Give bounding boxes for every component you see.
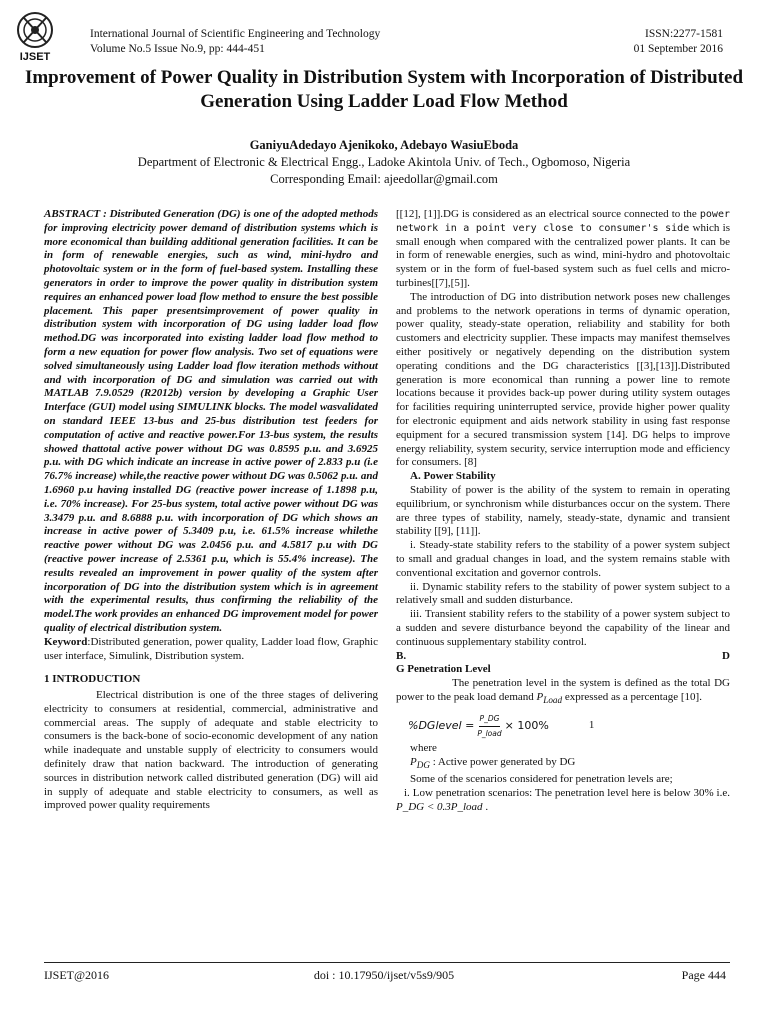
- formula-fraction: [477, 712, 501, 741]
- journal-header: [90, 27, 380, 57]
- intro-paragraph: Electrical distribution is one of the three stages of delivering electricity to consumers at residential, commercial, administrative and commercial areas. The supply of adequate and stable electricity to consumers is the back-bone of socio-economic development of any nation while inadequate and unstable supply of electricity to consumers would definitely draw that nation backward. The introduction of generating sources in distribution network called distributed generation (DG) will aid in supply of adequate and stable electricity to consumers, as well as improved power quality requirements: [44, 689, 378, 812]
- corresponding-email: Corresponding Email: ajeedollar@gmail.com: [270, 172, 498, 186]
- text-span: which is small enough when compared with the centralized power plants. It can be in form of renewable energies, such as wind, mini-hydro and photovoltaic system or in the form of fuel-based system such as fuel cells and micro-turbines[[7],[5]].: [396, 221, 730, 289]
- paper-title: Improvement of Power Quality in Distribution System with Incorporation of Distributed Generation Using Ladder Load Flow Method: [24, 67, 744, 112]
- section-g-heading: G Penetration Level: [396, 663, 491, 676]
- section-b-heading: [396, 650, 730, 664]
- right-column: [396, 208, 730, 815]
- symbol: P: [410, 756, 417, 769]
- affiliation: Department of Electronic & Electrical Engg., Ladoke Akintola Univ. of Tech., Ogbomoso, Nigeria: [137, 155, 631, 169]
- symbol: P: [536, 690, 544, 703]
- text-span: : Active power generated by DG: [429, 756, 576, 769]
- section-a-heading: A. Power Stability: [410, 470, 496, 483]
- equation-number: 1: [588, 719, 595, 732]
- scenarios-intro: Some of the scenarios considered for penetration levels are;: [410, 773, 673, 786]
- text-span: The penetration level in the system is defined as the total DG power to the peak load demand: [396, 677, 730, 703]
- formula-rhs: × 100%: [504, 719, 549, 733]
- issue-date: 01 September 2016: [633, 43, 723, 55]
- dg-level-formula: [396, 712, 730, 741]
- scenario-low-penetration: [396, 787, 730, 815]
- scenario-math: P_DG < 0.3P_load: [396, 800, 483, 813]
- pdg-definition: [396, 756, 730, 773]
- footer-page-number: Page 444: [681, 968, 726, 982]
- subscript: DG: [416, 760, 430, 771]
- intro-heading: 1 INTRODUCTION: [44, 673, 141, 686]
- footer-doi: doi : 10.17950/ijset/v5s9/905: [313, 968, 455, 982]
- abstract: ABSTRACT : Distributed Generation (DG) is one of the adopted methods for improving electricity power demand of distribution systems which is more economical than building additional generation facilities. It can be in form of renewable energies, such as wind, mini-hydro and photovoltaic system or in the form of fuel-based system. Installing these generators in order to improve the power quality in distribution system requires an enhanced power load flow method to ensure the best possible placement. This paper presentsimprovement of power quality in distribution system with incorporation of DG using ladder load flow method.DG was incorporated into existing ladder load flow method to form a new equation for power flow analysis. Two set of equations were solved simultaneously using Ladder load flow iteration methods without and with incorporation of DG and simulation was carried out with MATLAB 7.9.0529 (R2012b) version by developing a Graphic User Interface (GUI) model using SIMULINK blocks. The model wasvalidated on standard IEEE 13-bus and 25-bus distribution test feeders for computation of active and reactive power.For 13-bus system, the results showed thattotal active power without DG was 0.8595 p.u. and 3.6925 p.u. with DG which indicate an increase in active power of 2.833 p.u (i.e 76.7% increase) while,the reactive power without DG was 0.5062 p.u. and 1.6960 p.u having installed DG (reactive power increase of 1.1898 p.u, i.e. 70% increase). For 25-bus system, total active power without DG was 3.3479 p.u. and 8.6888 p.u. with incorporation of DG which shows an increase in active power of 5.3409 p.u, i.e. 61.5% increase whilethe reactive power without DG was 2.0456 p.u. and 4.5817 p.u with DG (reactive power increase of 2.5361 p.u, which is 55.4% increase). The results revealed an improvement in power quality of the system after incorporation of DG into the distribution system which is in agreement with the experimental results, thus confirming the reliability of the model.The work provides an enhanced DG improvement model for power quality of electrical distribution system.: [44, 208, 378, 634]
- text-span: expressed as a percentage [10].: [562, 690, 702, 703]
- journal-logo: [10, 8, 60, 64]
- journal-volume: Volume No.5 Issue No.9, pp: 444-451: [90, 43, 265, 55]
- issn: ISSN:2277-1581: [645, 28, 723, 40]
- formula-lhs: %DGlevel =: [408, 719, 475, 733]
- author-list: GaniyuAdedayo Ajenikoko, Adebayo WasiuEboda: [249, 138, 519, 152]
- stability-item-steady-state: i. Steady-state stability refers to the stability of a power system subject to small and gradual changes in load, and the system remains stable with conventional excitation and governor controls.: [396, 539, 730, 579]
- footer-journal: IJSET@2016: [44, 968, 110, 982]
- keywords-text: :Distributed generation, power quality, Ladder load flow, Graphic user interface, Simulink, Distribution system.: [44, 635, 378, 662]
- stability-paragraph: Stability of power is the ability of the system to remain in operating equilibrium, or synchronism while disturbances occur on the system. There are three types of stability, namely, steady-state, dynamic and transient stability [[9], [11]].: [396, 483, 730, 538]
- journal-name: International Journal of Scientific Engineering and Technology: [90, 28, 381, 40]
- text-span: i. Low penetration scenarios: The penetration level here is below 30% i.e.: [404, 787, 730, 800]
- section-b-label: B.: [396, 649, 407, 662]
- keywords: [44, 636, 378, 664]
- formula-numerator: P_DG: [479, 712, 501, 727]
- penetration-paragraph: [396, 677, 730, 708]
- keywords-label: Keyword: [44, 635, 88, 648]
- left-column: [44, 208, 378, 813]
- mono-span: power network in a point very close to consumer's side: [396, 209, 730, 234]
- stability-item-dynamic: ii. Dynamic stability refers to the stability of power system subject to a relatively small and sudden disturbance.: [396, 580, 730, 607]
- svg-text:IJSET: IJSET: [19, 51, 51, 63]
- dg-impact-paragraph: The introduction of DG into distribution network poses new challenges and problems to the network operations in terms of dynamic operation, power quality, steady-state operation, reliability and stability for both customers and electricity supplier. These impacts may manifest themselves either positively or negatively depending on the distribution system operating conditions and the DG characteristics [[3],[13]].Distributed generation is more economical than running a power line to remote locations because it provides back-up power during utility system outages for facilities requiring uninterrupted service, provide higher power quality for electronic equipment and aids network stability in using fast response equipment for a secured transmission system [14]. DG helps to improve energy reliability, system security, service interruption mode and efficiency for consumers. [8]: [396, 290, 730, 469]
- dg-definition-paragraph: [396, 208, 730, 291]
- pdg-symbol: [410, 756, 430, 771]
- section-d-label: D: [722, 649, 730, 662]
- text-span: .: [482, 800, 489, 813]
- text-span: [[12], [1]].DG is considered as an electrical source connected to the: [396, 208, 700, 220]
- subscript: Load: [543, 695, 563, 706]
- affiliation-block: [0, 154, 768, 188]
- formula-denominator: P_load: [477, 728, 502, 738]
- stability-item-transient: iii. Transient stability refers to the stability of a power system subject to a sudden and severe disturbance beyond the capability of the linear and continuous supplementary stability control.: [396, 608, 730, 648]
- p-load-symbol: [536, 690, 563, 706]
- where-label: where: [410, 742, 437, 755]
- issn-header: [634, 27, 723, 57]
- footer-divider: [44, 962, 730, 963]
